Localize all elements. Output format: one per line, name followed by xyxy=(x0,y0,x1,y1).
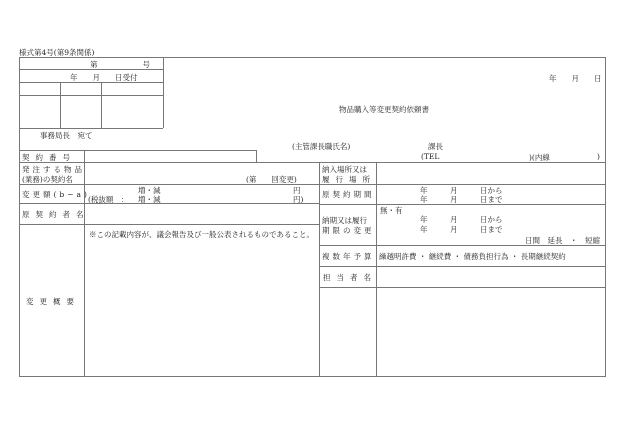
document-title: 物品購入等変更契約依頼書 xyxy=(339,105,429,114)
reception-date: 年 月 日受付 xyxy=(70,73,138,82)
label-delivery-place-2: 履行場所 xyxy=(322,175,376,184)
label-deadline-change-2: 期限の変更 xyxy=(322,226,375,235)
amount-yen1: 円 xyxy=(293,186,301,195)
label-change-summary: 変更概要 xyxy=(26,297,80,306)
label-contract-number: 契約番号 xyxy=(22,153,76,162)
original-period-to: 年 月 日まで xyxy=(420,195,503,204)
extension-close: ) xyxy=(597,152,600,161)
change-period-from: 年 月 日から xyxy=(420,215,503,224)
label-deadline-change-1: 納期又は履行 xyxy=(322,216,367,225)
label-change-amount: 変更額(b−a) xyxy=(22,190,90,199)
requester-label: (主管課長職氏名) xyxy=(292,142,351,151)
delivery-place-field[interactable] xyxy=(377,163,605,184)
change-summary-field[interactable] xyxy=(85,240,319,376)
person-in-charge-field[interactable] xyxy=(377,267,605,287)
label-person-in-charge: 担当者名 xyxy=(323,273,377,282)
reception-number: 第 号 xyxy=(90,60,150,69)
amount-line2: 増・減 xyxy=(138,195,161,204)
contract-number-field[interactable] xyxy=(85,151,256,162)
label-contract-name-1: 発注する物品 xyxy=(22,165,85,174)
requester-title: 課長 xyxy=(428,142,443,151)
addressee: 事務局長 宛て xyxy=(40,131,93,140)
disclosure-notice: ※この記載内容が、議会報告及び一般公表されるものであること。 xyxy=(89,230,314,239)
tel-label: (TEL xyxy=(421,152,440,161)
multi-year-options[interactable]: 繰越明許費 ・ 継続費 ・ 債務負担行為 ・ 長期継続契約 xyxy=(379,252,566,261)
label-original-contractor: 原契約者名 xyxy=(22,210,90,219)
label-delivery-place-1: 納入場所又は xyxy=(322,165,367,174)
form-id: 様式第4号(第9条関係) xyxy=(19,48,95,57)
extension-shortening[interactable]: 日間 延長 ・ 短縮 xyxy=(525,236,600,245)
label-contract-name-2: (業務)の契約名 xyxy=(22,175,73,184)
label-multi-year-budget: 複数年予算 xyxy=(322,252,375,261)
label-original-period: 原契約期間 xyxy=(322,190,375,199)
extension-label: )(内線 xyxy=(529,153,550,162)
amount-yen2: 円) xyxy=(293,195,304,204)
change-period-to: 年 月 日まで xyxy=(420,225,503,234)
original-contractor-field[interactable] xyxy=(85,204,319,224)
yes-no-option[interactable]: 無・有 xyxy=(380,206,403,215)
change-count: (第 回変更) xyxy=(246,175,297,184)
amount-line2-label: (税抜額 ： xyxy=(88,195,129,204)
amount-line1: 増・減 xyxy=(138,186,161,195)
original-period-from: 年 月 日から xyxy=(420,186,503,195)
request-date: 年 月 日 xyxy=(549,74,602,83)
